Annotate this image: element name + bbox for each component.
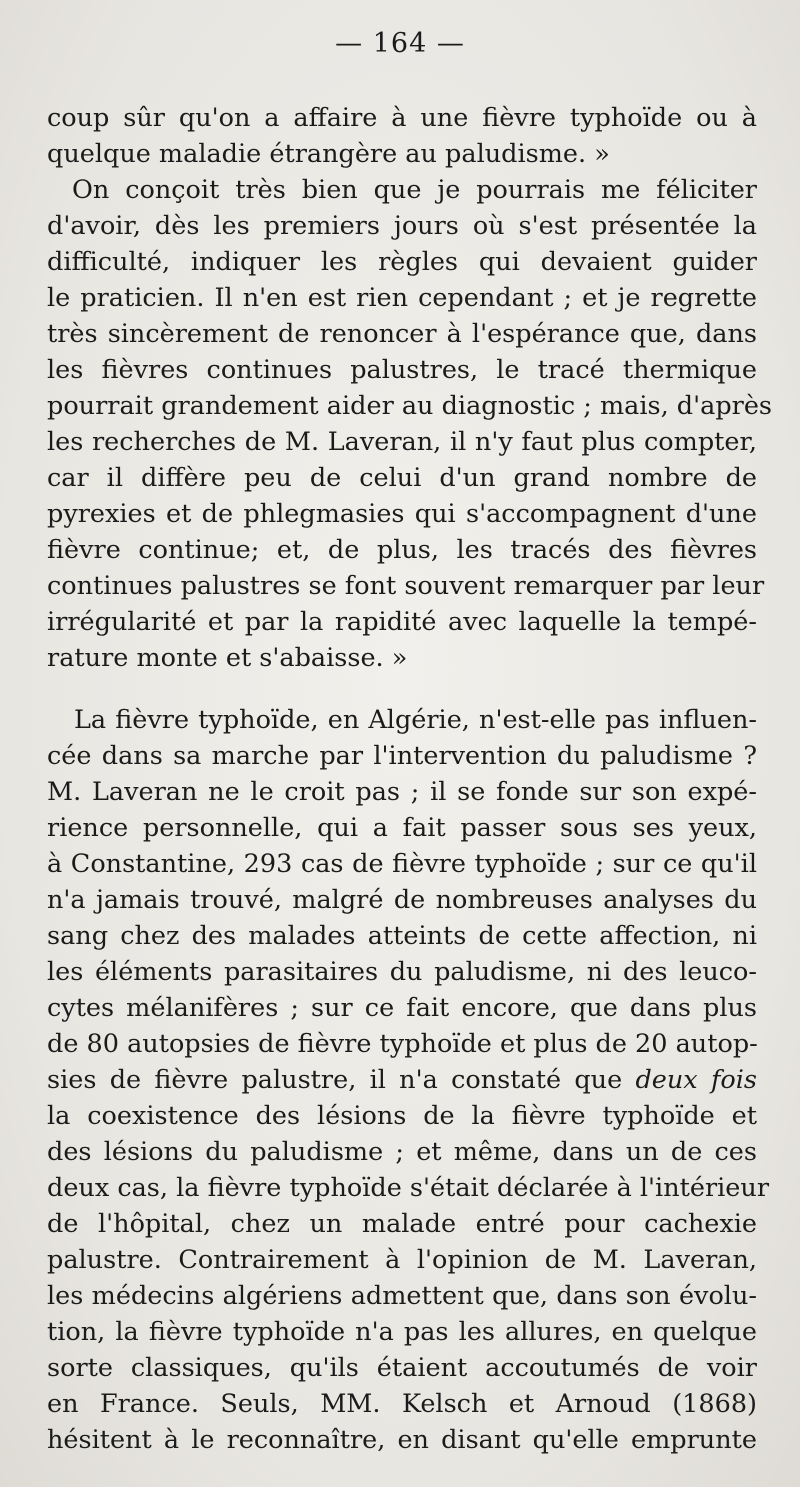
- text-line: pourrait grandement aider au diagnostic ; mais, d'après: [47, 391, 773, 421]
- italic-phrase: deux fois: [635, 1065, 758, 1095]
- text-line: des lésions du paludisme ; et même, dans un de ces: [47, 1137, 757, 1167]
- text-line: palustre. Contrairement à l'opinion de M. Laveran,: [47, 1245, 757, 1275]
- text-line: hésitent à le reconnaître, en disant qu'elle emprunte: [47, 1425, 757, 1455]
- text-line: cytes mélanifères ; sur ce fait encore, que dans plus: [47, 993, 757, 1023]
- text-line-with-italic: [47, 1062, 757, 1098]
- text-line: la coexistence des lésions de la fièvre typhoïde et: [47, 1101, 757, 1131]
- text-line: sang chez des malades atteints de cette affection, ni: [47, 921, 757, 951]
- text-line: les recherches de M. Laveran, il n'y faut plus compter,: [47, 427, 757, 457]
- text-line: irrégularité et par la rapidité avec laquelle la tempé-: [47, 607, 757, 637]
- text-line: fièvre continue; et, de plus, les tracés des fièvres: [47, 535, 757, 565]
- text-line: quelque maladie étrangère au paludisme. »: [47, 139, 610, 169]
- text-line: On conçoit très bien que je pourrais me féliciter: [72, 175, 757, 205]
- text-line: pyrexies et de phlegmasies qui s'accompagnent d'une: [47, 499, 757, 529]
- text-line: très sincèrement de renoncer à l'espérance que, dans: [47, 319, 757, 349]
- text-line: de 80 autopsies de fièvre typhoïde et plus de 20 autop-: [47, 1029, 758, 1059]
- text-line: à Constantine, 293 cas de fièvre typhoïde ; sur ce qu'il: [47, 849, 757, 879]
- text-line: deux cas, la fièvre typhoïde s'était déclarée à l'intérieur: [47, 1173, 770, 1203]
- text-line: La fièvre typhoïde, en Algérie, n'est-elle pas influen-: [74, 705, 757, 735]
- page-number: — 164 —: [335, 28, 465, 59]
- text-line: n'a jamais trouvé, malgré de nombreuses analyses du: [47, 885, 757, 915]
- text-line: coup sûr qu'on a affaire à une fièvre typhoïde ou à: [47, 103, 757, 133]
- text-line: le praticien. Il n'en est rien cependant ; et je regrette: [47, 283, 757, 313]
- text-line: tion, la fièvre typhoïde n'a pas les allures, en quelque: [47, 1317, 757, 1347]
- text-line: les médecins algériens admettent que, dans son évolu-: [47, 1281, 757, 1311]
- text-line: continues palustres se font souvent remarquer par leur: [47, 571, 765, 601]
- text-line: rature monte et s'abaisse. »: [47, 643, 408, 673]
- text-line: M. Laveran ne le croit pas ; il se fonde sur son expé-: [47, 777, 757, 807]
- text-line: les fièvres continues palustres, le tracé thermique: [47, 355, 757, 385]
- text-segment: sies de fièvre palustre, il n'a constaté que: [47, 1065, 623, 1095]
- text-line: car il diffère peu de celui d'un grand nombre de: [47, 463, 757, 493]
- text-line: les éléments parasitaires du paludisme, ni des leuco-: [47, 957, 757, 987]
- text-line: rience personnelle, qui a fait passer sous ses yeux,: [47, 813, 757, 843]
- text-line: cée dans sa marche par l'intervention du paludisme ?: [47, 741, 757, 771]
- text-line: de l'hôpital, chez un malade entré pour cachexie: [47, 1209, 757, 1239]
- text-line: en France. Seuls, MM. Kelsch et Arnoud (1868): [47, 1389, 757, 1419]
- text-line: difficulté, indiquer les règles qui devaient guider: [47, 247, 757, 277]
- text-line: sorte classiques, qu'ils étaient accoutumés de voir: [47, 1353, 757, 1383]
- text-line: d'avoir, dès les premiers jours où s'est présentée la: [47, 211, 757, 241]
